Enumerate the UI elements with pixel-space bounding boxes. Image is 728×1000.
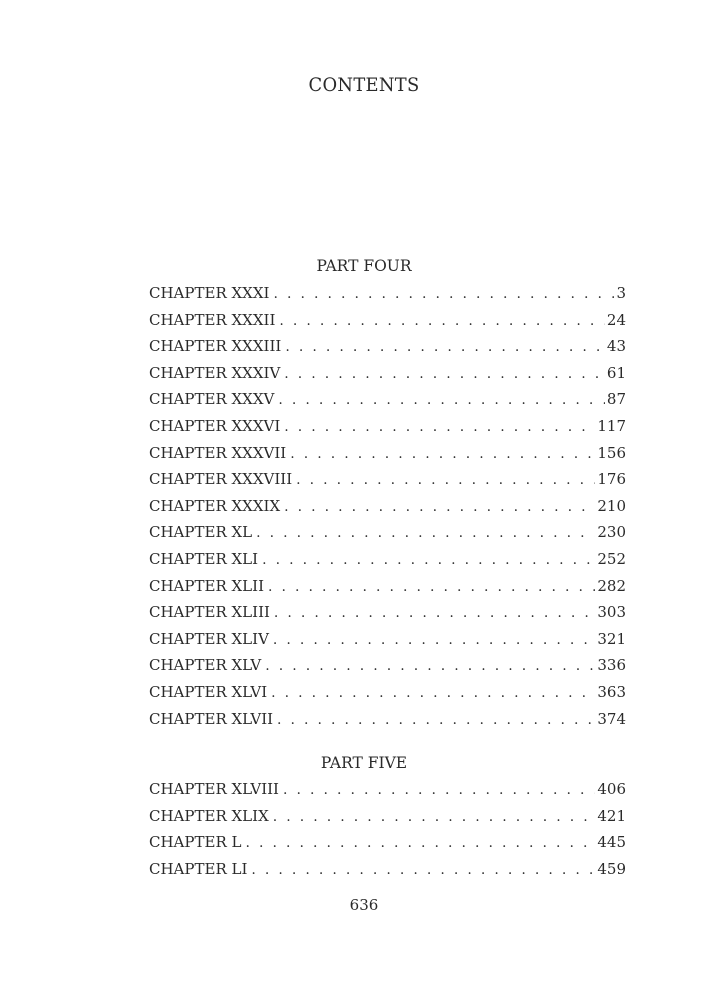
toc-chapter-title: CHAPTER XXXII: [149, 310, 276, 329]
toc-chapter-title: CHAPTER XLV: [149, 656, 262, 675]
toc-entry: [149, 710, 626, 737]
toc-entry: [149, 833, 626, 860]
toc-entry: [149, 807, 626, 834]
toc-entry: [149, 860, 626, 887]
toc-chapter-title: CHAPTER XLII: [149, 576, 264, 595]
toc-chapter-title: CHAPTER XXXIV: [149, 363, 281, 382]
toc-page-number: 374: [597, 709, 626, 728]
toc-entry: [149, 780, 626, 807]
toc-entry: [149, 337, 626, 364]
toc-chapter-title: CHAPTER XLVII: [149, 709, 274, 728]
toc-entry: [149, 417, 626, 444]
toc-page-number: 3: [616, 284, 626, 302]
toc-entry: [149, 523, 626, 550]
toc-chapter-title: CHAPTER XLVIII: [149, 780, 279, 798]
page-title: CONTENTS: [308, 74, 420, 96]
toc-chapter-title: CHAPTER XXXVIII: [149, 470, 293, 489]
toc-chapter-title: CHAPTER XXXVI: [149, 416, 281, 435]
toc-page-number: 210: [597, 496, 626, 515]
toc-entry: [149, 284, 626, 311]
toc-entry: [149, 364, 626, 391]
toc-dot-leader: [271, 685, 595, 701]
toc-dot-leader: [277, 712, 595, 728]
toc-chapter-title: CHAPTER XLIII: [149, 603, 270, 622]
toc-chapter-title: CHAPTER XXXIX: [149, 496, 281, 515]
toc-dot-leader: [283, 782, 595, 798]
toc-chapter-title: CHAPTER LI: [149, 859, 248, 878]
toc-dot-leader: [284, 419, 595, 435]
toc-dot-leader: [256, 525, 595, 541]
toc-page-number: 406: [597, 780, 626, 798]
part-four-toc-list: [149, 284, 626, 736]
toc-page-number: 445: [597, 833, 626, 852]
toc-page-number: 363: [597, 682, 626, 701]
page-number: 636: [349, 896, 379, 914]
toc-dot-leader: [262, 552, 595, 568]
toc-dot-leader: [279, 313, 605, 329]
toc-entry: [149, 470, 626, 497]
toc-page-number: 117: [597, 416, 626, 435]
toc-page-number: 336: [597, 656, 626, 675]
toc-page-number: 421: [597, 806, 626, 825]
toc-page-number: 156: [597, 443, 626, 462]
toc-dot-leader: [251, 862, 595, 878]
toc-dot-leader: [278, 392, 605, 408]
toc-dot-leader: [284, 499, 595, 515]
toc-dot-leader: [296, 472, 595, 488]
toc-page-number: 61: [606, 363, 626, 382]
toc-entry: [149, 390, 626, 417]
toc-page-number: 459: [597, 859, 626, 878]
toc-dot-leader: [245, 835, 595, 851]
toc-entry: [149, 497, 626, 524]
toc-entry: [149, 656, 626, 683]
toc-dot-leader: [265, 658, 595, 674]
part-five-toc-list: [149, 780, 626, 886]
toc-entry: [149, 444, 626, 471]
toc-page-number: 230: [597, 523, 626, 542]
toc-entry: [149, 630, 626, 657]
toc-dot-leader: [274, 605, 595, 621]
toc-dot-leader: [284, 366, 605, 382]
toc-dot-leader: [273, 286, 614, 302]
toc-page-number: 282: [597, 576, 626, 595]
toc-entry: [149, 550, 626, 577]
toc-entry: [149, 603, 626, 630]
toc-chapter-title: CHAPTER XLIX: [149, 806, 269, 825]
toc-dot-leader: [268, 579, 595, 595]
toc-chapter-title: CHAPTER XXXVII: [149, 443, 287, 462]
toc-page-number: 252: [597, 549, 626, 568]
toc-entry: [149, 577, 626, 604]
toc-chapter-title: CHAPTER XLIV: [149, 629, 269, 648]
part-five-heading: PART FIVE: [320, 754, 408, 772]
toc-chapter-title: CHAPTER XXXV: [149, 390, 275, 409]
toc-dot-leader: [273, 632, 595, 648]
toc-page-number: 24: [606, 310, 626, 329]
toc-chapter-title: CHAPTER L: [149, 833, 242, 852]
toc-chapter-title: CHAPTER XL: [149, 523, 253, 542]
toc-page-number: 87: [606, 390, 626, 409]
toc-dot-leader: [290, 446, 595, 462]
toc-dot-leader: [285, 339, 605, 355]
toc-page-number: 303: [597, 603, 626, 622]
toc-page-number: 321: [597, 629, 626, 648]
toc-page-number: 43: [606, 337, 626, 356]
toc-chapter-title: CHAPTER XXXI: [149, 284, 270, 302]
toc-entry: [149, 311, 626, 338]
toc-chapter-title: CHAPTER XLI: [149, 549, 259, 568]
toc-dot-leader: [273, 809, 596, 825]
toc-entry: [149, 683, 626, 710]
toc-chapter-title: CHAPTER XLVI: [149, 682, 268, 701]
toc-chapter-title: CHAPTER XXXIII: [149, 337, 282, 356]
toc-page-number: 176: [597, 470, 626, 489]
part-four-heading: PART FOUR: [316, 257, 412, 275]
